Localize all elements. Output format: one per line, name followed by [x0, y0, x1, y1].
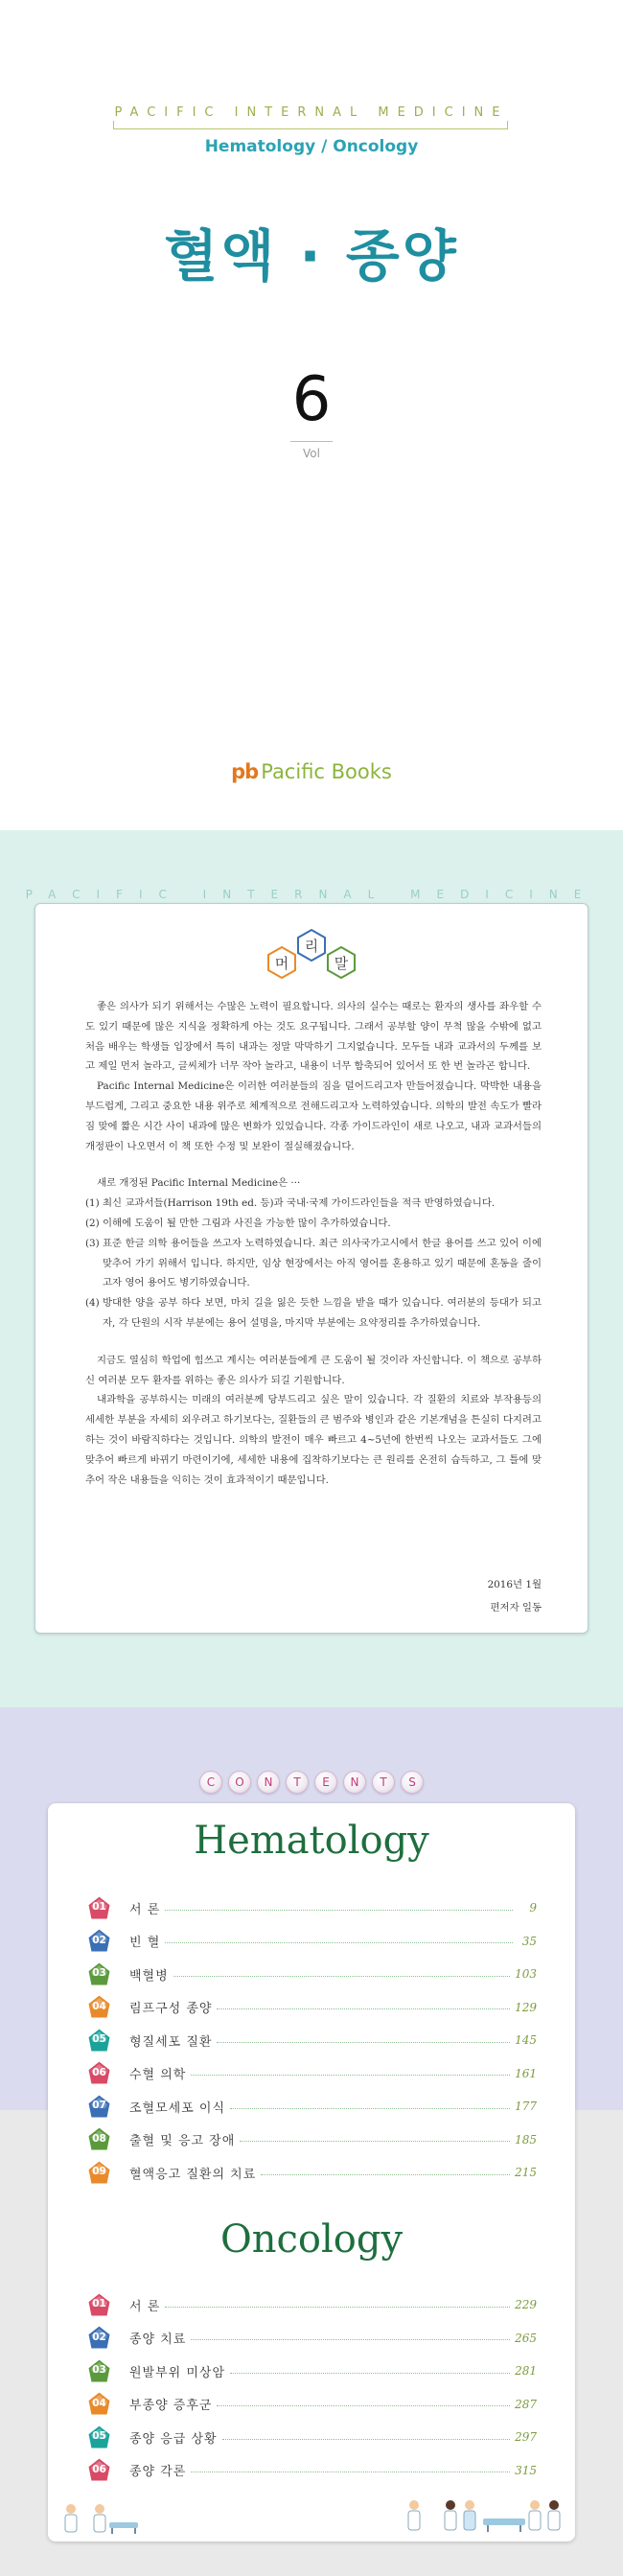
- chapter-badge-icon: [86, 1994, 112, 2020]
- preface-paragraph: 지금도 열심히 학업에 힘쓰고 계시는 여러분들에게 큰 도움이 될 것이라 자신합니다. 이 책으로 공부하신 여러분 모두 환자를 위하는 좋은 의사가 되길 기원합니다.: [85, 1354, 542, 1386]
- leader-dots: [165, 2307, 510, 2308]
- chapter-page: 215: [515, 2166, 537, 2179]
- toc-row[interactable]: [86, 2127, 537, 2152]
- chapter-title: 종양 응급 상황: [129, 2431, 218, 2447]
- chapter-badge-icon: [86, 2425, 112, 2450]
- contents-heading-char: N: [257, 1771, 280, 1794]
- heading-hexagon: 리: [295, 929, 328, 962]
- chapter-title: 형질세포 질환: [129, 2034, 213, 2050]
- preface-paragraph: Pacific Internal Medicine은 이러한 여러분들의 짐을 덜어드리고자 만들어졌습니다. 막박한 내용을 부드럽게, 그리고 중요한 내용 위주로 체계적으로 전해드리고자 노력하였습니다. 의학의 발전 속도가 빨라짐 맞에 짧은 시간 사이 내과에 많은 변화가 있었습니다. 각종 가이드라인이 새로 나오고, 내과 교과서들의 개정판이 나오면서 이 책 또한 수정 및 보완이 절실해졌습니다.: [85, 1080, 542, 1152]
- chapter-title: 종양 치료: [129, 2332, 187, 2347]
- medical-team-illustration-icon: [403, 2495, 565, 2541]
- toc-row[interactable]: [86, 2292, 537, 2317]
- chapter-page: 315: [515, 2463, 537, 2477]
- list-item: (1) 최신 교과서들(Harrison 19th ed. 등)과 국내·국제 가이드라인들을 적극 반영하였습니다.: [85, 1197, 496, 1210]
- heading-hexagon: 말: [325, 946, 358, 979]
- volume-label: Vol: [303, 447, 320, 460]
- preface-date: 2016년 1월: [487, 1579, 542, 1590]
- contents-heading-char: T: [372, 1771, 395, 1794]
- volume-number: 6: [291, 364, 332, 435]
- volume-divider: [290, 441, 333, 442]
- chapter-badge-icon: [86, 2060, 112, 2086]
- chapter-page: 177: [515, 2100, 537, 2113]
- doctors-illustration-icon: [61, 2501, 148, 2541]
- chapter-number: 01: [92, 2298, 106, 2309]
- leader-dots: [165, 1942, 513, 1943]
- contents-heading: [0, 1771, 623, 1799]
- chapter-title: 서 론: [129, 2299, 161, 2314]
- contents-heading-char: S: [401, 1771, 424, 1794]
- chapter-title: 부종양 증후군: [129, 2399, 213, 2413]
- chapter-page: 161: [515, 2066, 537, 2080]
- leader-dots: [217, 2008, 510, 2009]
- chapter-badge-icon: [86, 2325, 112, 2351]
- chapter-title: 림프구성 종양: [129, 2002, 213, 2016]
- leader-dots: [217, 2405, 510, 2406]
- chapter-number: 02: [92, 2331, 106, 2343]
- chapter-page: 35: [521, 1934, 537, 1948]
- section-title-oncology: Oncology: [219, 2217, 404, 2262]
- contents-heading-char: C: [199, 1771, 222, 1794]
- chapter-badge-icon: [86, 2457, 112, 2483]
- chapter-page: 281: [515, 2364, 537, 2378]
- list-intro: 새로 개정된 Pacific Internal Medicine은 ···: [97, 1177, 301, 1190]
- contents-heading-char: E: [314, 1771, 337, 1794]
- contents-heading-char: O: [228, 1771, 251, 1794]
- publisher-logo: [0, 760, 623, 783]
- chapter-badge-icon: [86, 1961, 112, 1987]
- leader-dots: [217, 2042, 510, 2043]
- chapter-number: 04: [92, 2000, 106, 2012]
- cover-title: 혈액 · 종양: [164, 223, 459, 289]
- list-item: (2) 이해에 도움이 될 만한 그림과 사진을 가능한 많이 추가하였습니다.: [85, 1217, 391, 1229]
- toc-row[interactable]: [86, 2458, 537, 2483]
- chapter-page: 103: [515, 1967, 537, 1981]
- revision-list: [85, 1194, 542, 1334]
- chapter-page: 297: [515, 2430, 537, 2444]
- contents-section: [0, 1707, 623, 2576]
- toc-row[interactable]: [86, 2358, 537, 2383]
- toc-row[interactable]: [86, 2028, 537, 2053]
- publisher-mark-icon: pb: [231, 760, 259, 783]
- contents-heading-char: T: [286, 1771, 309, 1794]
- leader-dots: [165, 1910, 513, 1911]
- chapter-number: 05: [92, 2430, 106, 2442]
- cover-section: [0, 0, 623, 830]
- chapter-badge-icon: [86, 2292, 112, 2318]
- chapter-badge-icon: [86, 2094, 112, 2120]
- toc-row[interactable]: [86, 2160, 537, 2185]
- leader-dots: [240, 2141, 510, 2142]
- leader-dots: [230, 2373, 510, 2374]
- chapter-badge-icon: [86, 2391, 112, 2417]
- chapter-page: 287: [515, 2397, 537, 2411]
- chapter-number: 04: [92, 2397, 106, 2409]
- section-title-hematology: Hematology: [194, 1819, 429, 1863]
- chapter-number: 09: [92, 2166, 106, 2177]
- toc-row[interactable]: [86, 2326, 537, 2351]
- chapter-title: 종양 각론: [129, 2465, 187, 2479]
- chapter-title: 빈 혈: [129, 1936, 161, 1950]
- toc-row[interactable]: [86, 2094, 537, 2119]
- chapter-number: 06: [92, 2463, 106, 2475]
- chapter-page: 9: [529, 1901, 537, 1915]
- leader-dots: [261, 2174, 510, 2175]
- preface-heading: [35, 921, 588, 988]
- chapter-badge-icon: [86, 1895, 112, 1921]
- list-item: (4) 방대한 양을 공부 하다 보면, 마치 길을 잃은 듯한 느낌을 받을 때가 있습니다. 여러분의 등대가 되고자, 각 단원의 시작 부분에는 용어 설명을, 마지막 부분에는 요약정리를 추가하였습니다.: [85, 1297, 542, 1329]
- leader-dots: [173, 1976, 510, 1977]
- chapter-number: 06: [92, 2066, 106, 2078]
- chapter-number: 02: [92, 1934, 106, 1946]
- publisher-name: Pacific Books: [261, 760, 392, 783]
- list-item: (3) 표준 한글 의학 용어들을 쓰고자 노력하였습니다. 최근 의사국가고시에서 한글 용어를 쓰고 있어 이에 맞추어 가기 위해서 입니다. 하지만, 임상 현장에서는 아직 영어를 혼용하고 있기 때문에 혼동을 줄이고자 영어 용어도 병기하였습니다.: [85, 1237, 542, 1289]
- toc-row[interactable]: [86, 1895, 537, 1920]
- toc-row[interactable]: [86, 1995, 537, 2020]
- chapter-badge-icon: [86, 1928, 112, 1954]
- chapter-title: 조혈모세포 이식: [129, 2100, 226, 2116]
- toc-row[interactable]: [86, 2061, 537, 2086]
- chapter-number: 03: [92, 2364, 106, 2376]
- chapter-title: 백혈병: [129, 1968, 169, 1984]
- series-bracket-line: [113, 121, 508, 129]
- preface-body: [85, 997, 542, 1490]
- contents-card: [48, 1803, 575, 2541]
- chapter-badge-icon: [86, 2160, 112, 2186]
- chapter-page: 185: [515, 2132, 537, 2147]
- heading-hexagon: 머: [265, 946, 298, 979]
- chapter-title: 서 론: [129, 1902, 161, 1917]
- preface-paragraph: 좋은 의사가 되기 위해서는 수많은 노력이 필요합니다. 의사의 실수는 때로는 환자의 생사를 좌우할 수도 있기 때문에 많은 지식을 정확하게 아는 것도 요구됩니다. 그래서 공부할 양이 무척 많을 수밖에 없고 처음 배우는 학생들 입장에서 특히 내과는 정말 막막하기 그지없습니다. 모두들 내과 교과서의 두께를 보고 제일 먼저 놀라고, 글씨체가 너무 작아 놀라고, 내용이 너무 함축되어 있어서 또 한 번 놀라곤 합니다.: [85, 1001, 542, 1073]
- chapter-number: 07: [92, 2100, 106, 2111]
- chapter-badge-icon: [86, 2028, 112, 2054]
- chapter-page: 265: [515, 2331, 537, 2345]
- chapter-page: 145: [515, 2033, 537, 2047]
- leader-dots: [222, 2439, 510, 2440]
- chapter-number: 05: [92, 2033, 106, 2045]
- chapter-badge-icon: [86, 2358, 112, 2384]
- chapter-number: 01: [92, 1901, 106, 1913]
- leader-dots: [191, 2075, 510, 2076]
- chapter-title: 출혈 및 응고 장애: [129, 2134, 236, 2148]
- preface-series-label: PACIFIC INTERNAL MEDICINE: [25, 888, 598, 901]
- toc-row[interactable]: [86, 1929, 537, 1954]
- chapter-page: 129: [515, 2000, 537, 2014]
- contents-heading-char: N: [343, 1771, 366, 1794]
- cover-subtitle: Hematology / Oncology: [204, 137, 419, 156]
- preface-section: [0, 830, 623, 1707]
- toc-row[interactable]: [86, 2392, 537, 2417]
- chapter-badge-icon: [86, 2126, 112, 2152]
- preface-card: [35, 903, 588, 1634]
- preface-paragraph: 내과학을 공부하시는 미래의 여러분께 당부드리고 싶은 말이 있습니다. 각 질환의 치료와 부작용등의 세세한 부분을 자세히 외우려고 하기보다는, 질환들의 큰 범주와 병인과 같은 기본개념을 튼실히 다지려고 하는 것이 바람직하다는 것입니다. 의학의 발전이 매우 빠르고 4~5년에 한번씩 나오는 교과서들도 그에 맞추어 빠르게 바뀌기 마련이기에, 세세한 내용에 집착하기보다는 큰 원리를 온전히 습득하고, 그 틀에 맞추어 작은 내용들을 익히는 것이 효과적이기 때문입니다.: [85, 1394, 542, 1486]
- toc-row[interactable]: [86, 2425, 537, 2449]
- toc-row[interactable]: [86, 1961, 537, 1986]
- chapter-number: 08: [92, 2132, 106, 2145]
- chapter-title: 원발부위 미상암: [129, 2365, 226, 2380]
- chapter-number: 03: [92, 1967, 106, 1979]
- chapter-title: 혈액응고 질환의 치료: [129, 2167, 257, 2182]
- leader-dots: [191, 2339, 510, 2340]
- chapter-page: 229: [515, 2298, 537, 2311]
- chapter-title: 수혈 의학: [129, 2068, 187, 2082]
- series-label: PACIFIC INTERNAL MEDICINE: [114, 105, 509, 120]
- leader-dots: [230, 2108, 510, 2109]
- preface-signature: 편저자 일동: [490, 1602, 542, 1613]
